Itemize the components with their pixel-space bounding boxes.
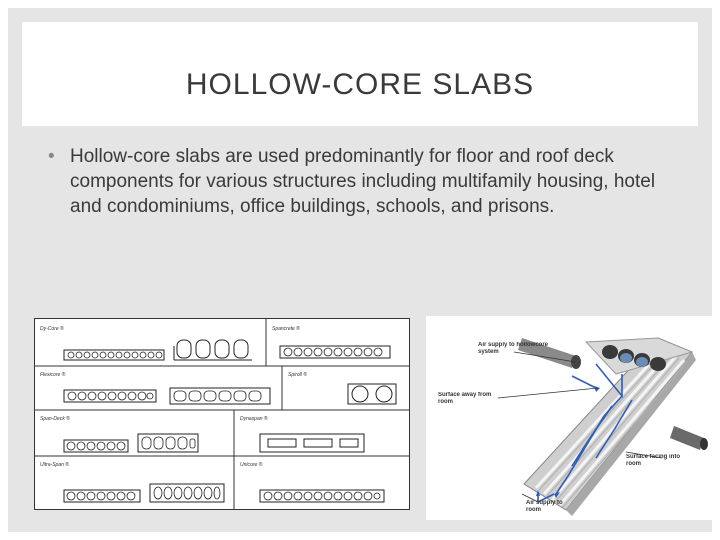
hollowcore-air-system-figure bbox=[426, 316, 716, 520]
profile-label-1: Dy-Core ® bbox=[40, 326, 64, 332]
profile-label-6: Dynaspan ® bbox=[240, 416, 268, 422]
profile-label-8: Unicore ® bbox=[240, 462, 263, 468]
bullet-item bbox=[48, 144, 668, 219]
hollowcore-air-svg bbox=[426, 316, 716, 520]
callout-air-supply-room: Air supply to room bbox=[526, 500, 563, 513]
title-box bbox=[22, 22, 698, 126]
slab-profiles-figure bbox=[34, 318, 410, 510]
callout-air-supply-system: Air supply to hollowcore system bbox=[478, 342, 548, 355]
profile-label-5: Span-Deck ® bbox=[40, 416, 70, 422]
callout-surface-away: Surface away from room bbox=[438, 392, 492, 405]
profile-label-7: Ultra-Span ® bbox=[40, 462, 69, 468]
slab-profiles-svg bbox=[34, 318, 410, 510]
profile-label-2: Spancrete ® bbox=[272, 326, 300, 332]
callout-surface-facing: Surface facing into room bbox=[626, 454, 681, 467]
bullet-list bbox=[48, 144, 668, 219]
bullet-marker: • bbox=[48, 146, 55, 167]
slide bbox=[8, 8, 712, 532]
bullet-text: Hollow-core slabs are used predominantly for floor and roof deck components for various structures including multifamily housing, hotel and condominiums, office buildings, schools, and prisons. bbox=[70, 146, 656, 217]
slide-title: HOLLOW-CORE SLABS bbox=[185, 68, 535, 101]
profile-label-3: Flexicore ® bbox=[40, 372, 66, 378]
profile-label-4: Spiroll ® bbox=[288, 372, 307, 378]
